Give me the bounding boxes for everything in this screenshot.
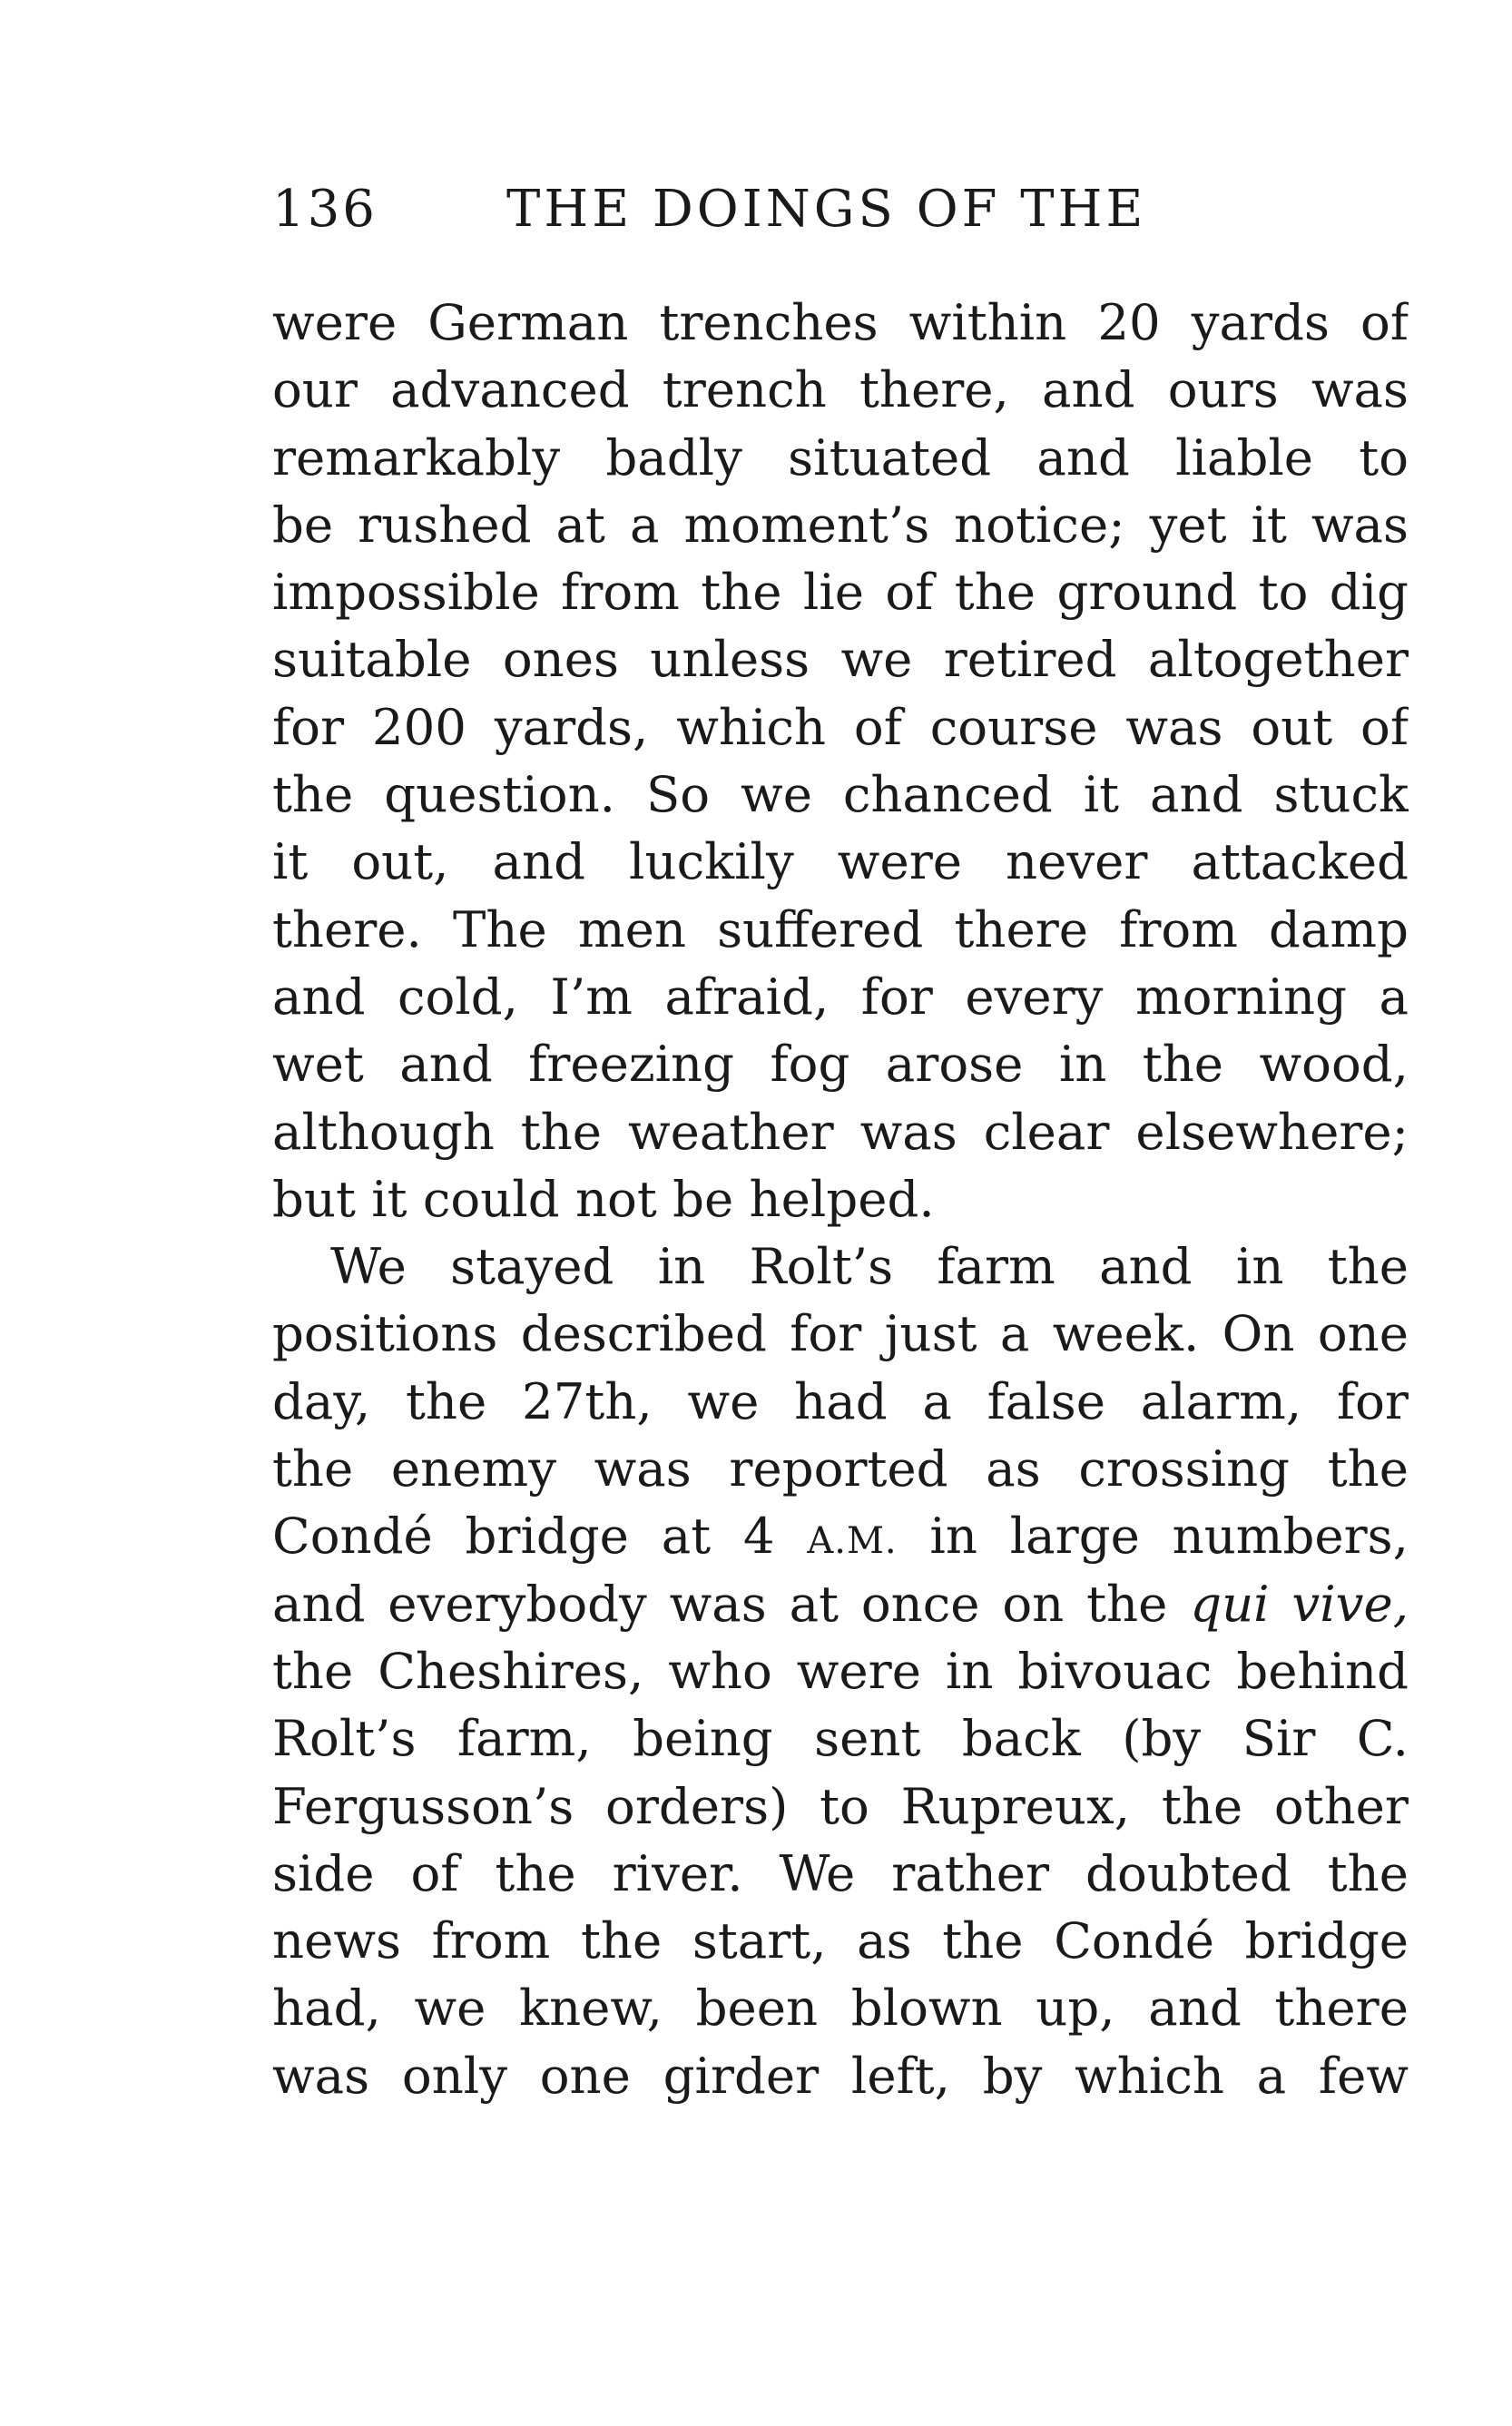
text-line: had, we knew, been blown up, and there bbox=[272, 1979, 1409, 2038]
text-line-paragraph-start: We stayed in Rolt’s farm and in the bbox=[330, 1237, 1409, 1296]
small-caps-abbreviation: A.M. bbox=[807, 1520, 898, 1563]
text-line: day, the 27th, we had a false alarm, for bbox=[272, 1371, 1409, 1430]
body-text bbox=[272, 289, 1409, 2109]
text-line: be rushed at a moment’s notice; yet it was bbox=[272, 495, 1409, 554]
text-line: the question. So we chanced it and stuck bbox=[272, 765, 1409, 824]
text-line-mixed bbox=[272, 1570, 1409, 1637]
text-segment: in large numbers, bbox=[929, 1507, 1409, 1566]
text-line: remarkably badly situated and liable to bbox=[272, 427, 1409, 486]
page-header bbox=[272, 178, 1180, 241]
text-segment: Condé bridge at 4 bbox=[272, 1507, 775, 1566]
running-head: THE DOINGS OF THE bbox=[506, 180, 1147, 239]
text-line: side of the river. We rather doubted the bbox=[272, 1843, 1409, 1902]
text-line: it out, and luckily were never attacked bbox=[272, 832, 1409, 891]
text-line: for 200 yards, which of course was out of bbox=[272, 697, 1409, 756]
italic-phrase: qui vive, bbox=[1190, 1574, 1409, 1633]
text-line: Fergusson’s orders) to Rupreux, the other bbox=[272, 1776, 1409, 1835]
text-line: news from the start, as the Condé bridge bbox=[272, 1911, 1409, 1970]
text-line: there. The men suffered there from damp bbox=[272, 899, 1409, 958]
text-segment: and everybody was at once on the bbox=[272, 1574, 1168, 1633]
text-line: and cold, I’m afraid, for every morning a bbox=[272, 967, 1409, 1026]
text-line: was only one girder left, by which a few bbox=[272, 2046, 1409, 2105]
text-line: the enemy was reported as crossing the bbox=[272, 1439, 1409, 1498]
text-line: impossible from the lie of the ground to dig bbox=[272, 563, 1409, 622]
text-line: our advanced trench there, and ours was bbox=[272, 360, 1409, 419]
text-line: positions described for just a week. On one bbox=[272, 1304, 1409, 1363]
text-line-paragraph-end: but it could not be helped. bbox=[272, 1169, 935, 1228]
text-line: suitable ones unless we retired altogether bbox=[272, 630, 1409, 689]
page-number: 136 bbox=[272, 180, 378, 239]
text-line: although the weather was clear elsewhere; bbox=[272, 1102, 1409, 1161]
text-line: the Cheshires, who were in bivouac behind bbox=[272, 1641, 1409, 1700]
text-line-mixed bbox=[272, 1502, 1409, 1569]
text-line: were German trenches within 20 yards of bbox=[272, 293, 1409, 351]
text-line: wet and freezing fog arose in the wood, bbox=[272, 1035, 1409, 1094]
text-line: Rolt’s farm, being sent back (by Sir C. bbox=[272, 1709, 1409, 1768]
